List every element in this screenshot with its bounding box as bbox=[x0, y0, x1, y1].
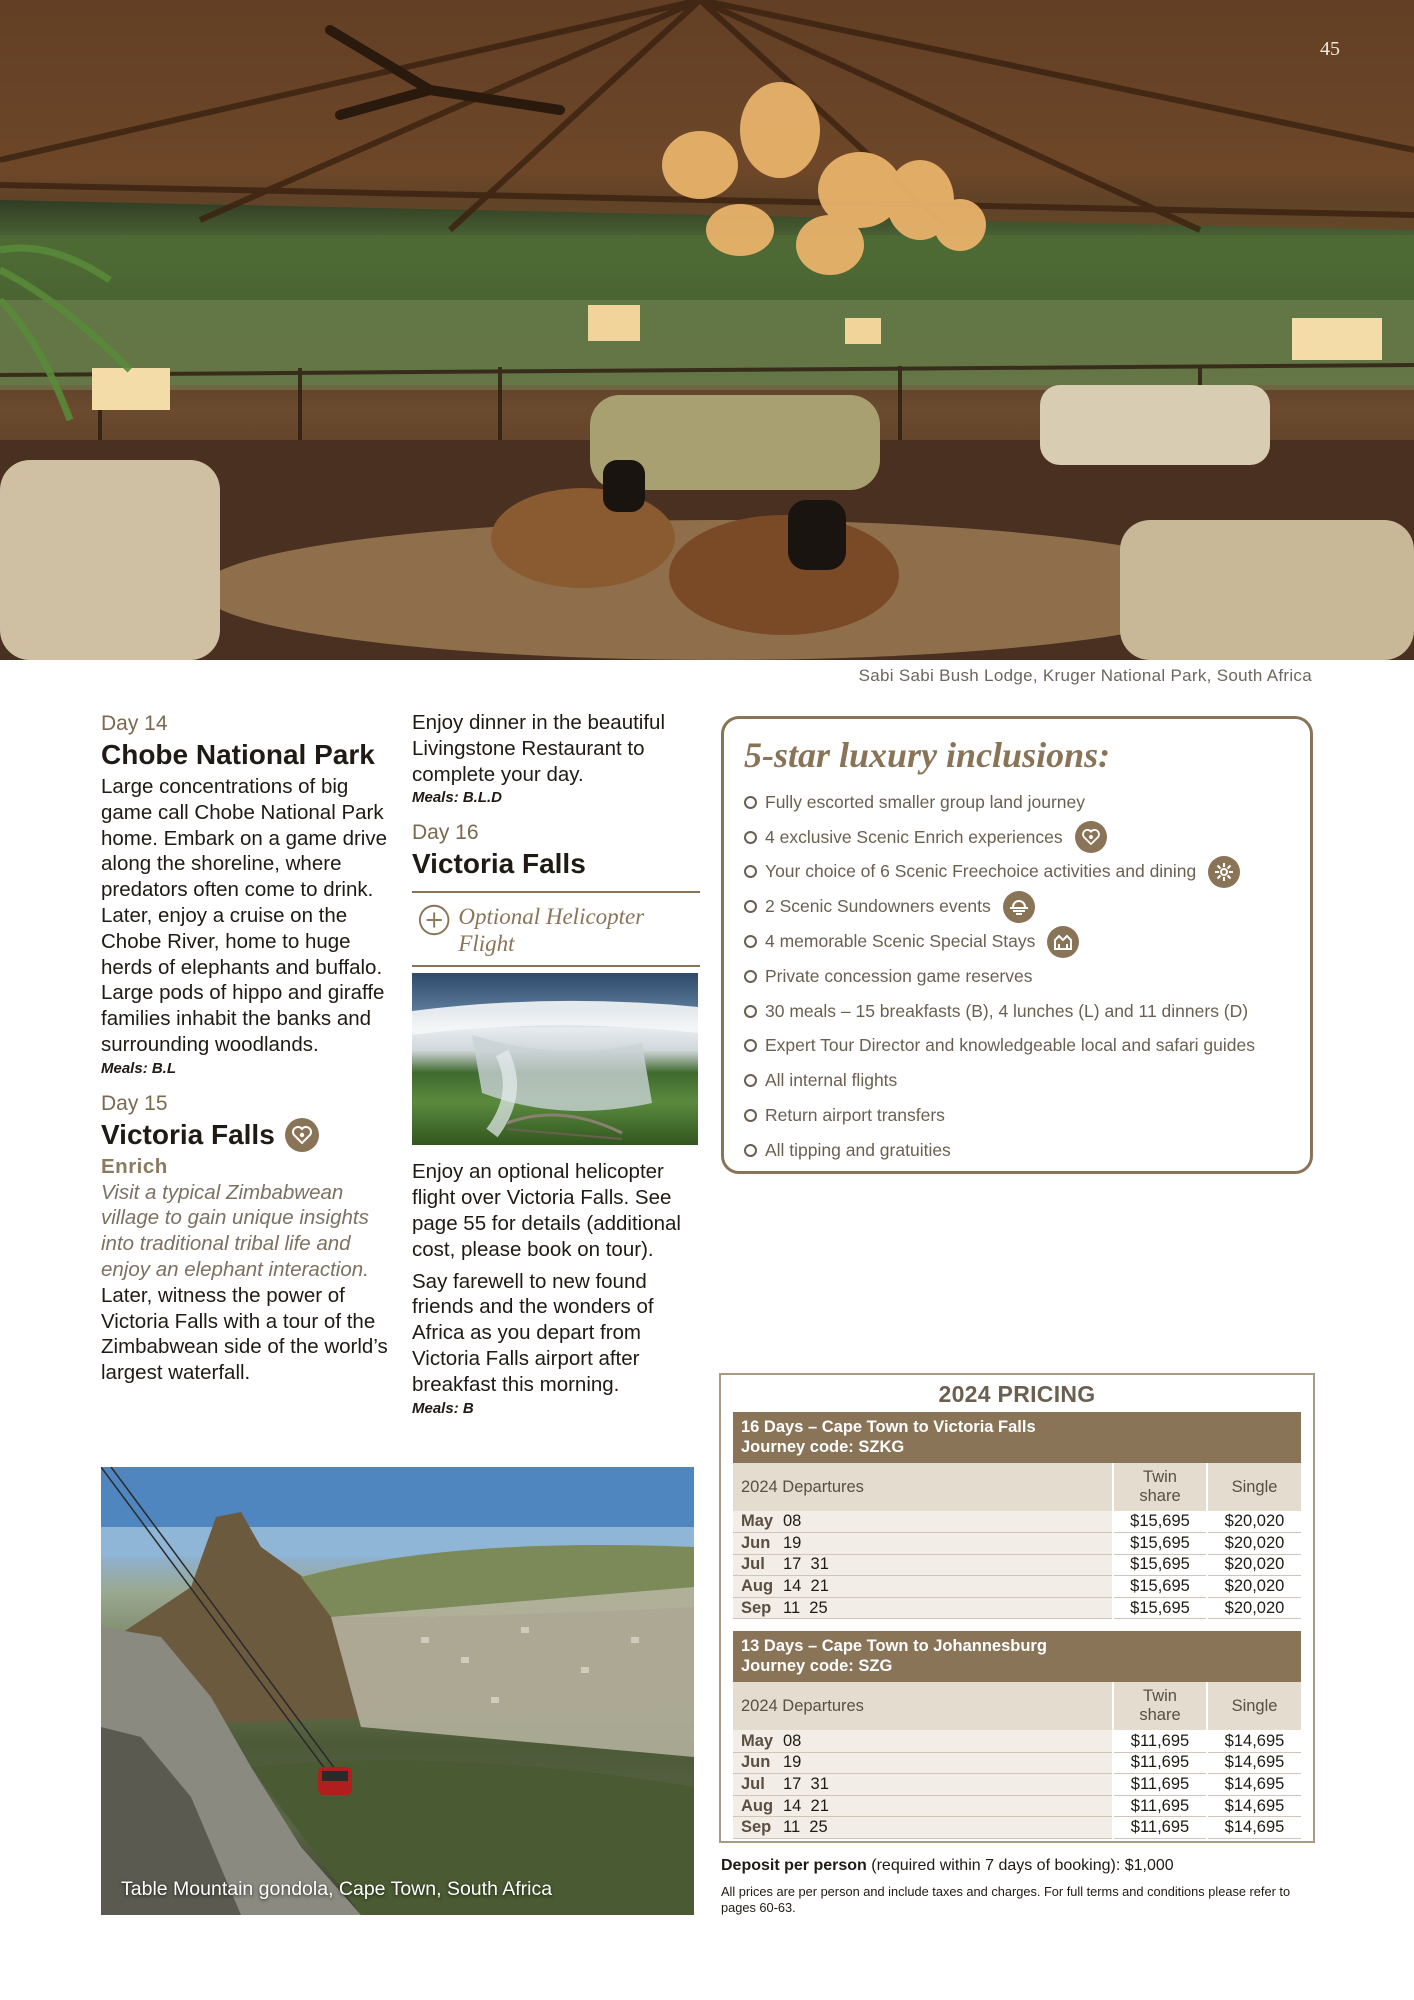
inclusions-list bbox=[744, 785, 1290, 1168]
inclusion-item: 4 memorable Scenic Special Stays bbox=[744, 924, 1290, 959]
col-header-twin: Twin share bbox=[1113, 1463, 1207, 1511]
optional-helicopter-title: Optional Helicopter Flight bbox=[458, 904, 645, 957]
day15-enrich-text: Visit a typical Zimbabwean village to gain unique insights into traditional tribal life and enjoy an elephant interaction. bbox=[101, 1180, 369, 1281]
inclusion-item: 2 Scenic Sundowners events bbox=[744, 889, 1290, 924]
inclusions-title: 5-star luxury inclusions: bbox=[744, 735, 1111, 775]
bullet-icon bbox=[744, 1074, 757, 1087]
inclusion-item: Expert Tour Director and knowledgeable local and safari guides bbox=[744, 1029, 1290, 1064]
table-row: Jun 19 $15,695 $20,020 bbox=[733, 1533, 1301, 1555]
day15-text: Later, witness the power of Victoria Falls with a tour of the Zimbabwean side of the world’s largest waterfall. bbox=[101, 1283, 388, 1385]
table-row: May 08 $11,695 $14,695 bbox=[733, 1730, 1301, 1752]
inclusion-item: Private concession game reserves bbox=[744, 959, 1290, 994]
table-row: May 08 $15,695 $20,020 bbox=[733, 1511, 1301, 1533]
day14-label: Day 14 bbox=[101, 712, 168, 735]
col-header-departures: 2024 Departures bbox=[733, 1682, 1113, 1730]
enrich-icon bbox=[285, 1118, 319, 1152]
lodge-illustration bbox=[0, 0, 1414, 660]
bullet-icon bbox=[744, 900, 757, 913]
bullet-icon bbox=[744, 1109, 757, 1122]
col-header-single: Single bbox=[1207, 1463, 1301, 1511]
table-row: Sep 11 25 $11,695 $14,695 bbox=[733, 1817, 1301, 1839]
bullet-icon bbox=[744, 865, 757, 878]
route-header-szg: 13 Days – Cape Town to Johannesburg Journey code: SZG bbox=[733, 1631, 1301, 1682]
optional-helicopter-heading bbox=[412, 891, 700, 967]
bullet-icon bbox=[744, 1144, 757, 1157]
plus-circle-icon bbox=[418, 903, 450, 937]
price-table-szkg bbox=[733, 1463, 1301, 1619]
table-mountain-caption: Table Mountain gondola, Cape Town, South Africa bbox=[121, 1878, 553, 1900]
day15-meals: Meals: B.L.D bbox=[412, 789, 503, 807]
luxury-inclusions-box bbox=[721, 716, 1313, 1174]
pricing-box bbox=[719, 1373, 1315, 1843]
bullet-icon bbox=[744, 796, 757, 809]
table-row: Jul 17 31 $15,695 $20,020 bbox=[733, 1554, 1301, 1576]
freechoice-icon bbox=[1208, 856, 1240, 888]
table-row: Aug 14 21 $11,695 $14,695 bbox=[733, 1795, 1301, 1817]
special-stay-icon bbox=[1047, 926, 1079, 958]
inclusion-item: 30 meals – 15 breakfasts (B), 4 lunches (L) and 11 dinners (D) bbox=[744, 994, 1290, 1029]
bullet-icon bbox=[744, 1039, 757, 1052]
day16-label: Day 16 bbox=[412, 821, 479, 845]
itinerary-column-middle bbox=[412, 710, 702, 1430]
day16-title: Victoria Falls bbox=[412, 848, 586, 880]
day16-text-helicopter: Enjoy an optional helicopter flight over Victoria Falls. See page 55 for details (additional cost, please book on tour). bbox=[412, 1160, 681, 1261]
day16-text-farewell: Say farewell to new found friends and the wonders of Africa as you depart from Victoria Falls airport after breakfast this morning. bbox=[412, 1269, 654, 1396]
hero-photo-lodge bbox=[0, 0, 1414, 660]
victoria-falls-photo bbox=[412, 973, 698, 1145]
itinerary-column-left bbox=[101, 710, 391, 1386]
bullet-icon bbox=[744, 970, 757, 983]
day15-enrich-label: Enrich bbox=[101, 1154, 168, 1178]
table-row: Aug 14 21 $15,695 $20,020 bbox=[733, 1576, 1301, 1598]
bullet-icon bbox=[744, 1005, 757, 1018]
inclusion-item: 4 exclusive Scenic Enrich experiences bbox=[744, 820, 1290, 855]
hero-caption: Sabi Sabi Bush Lodge, Kruger National Park, South Africa bbox=[858, 666, 1312, 685]
table-row: Jun 19 $11,695 $14,695 bbox=[733, 1752, 1301, 1774]
table-mountain-illustration bbox=[101, 1467, 694, 1915]
route-header-szkg: 16 Days – Cape Town to Victoria Falls Journey code: SZKG bbox=[733, 1412, 1301, 1463]
pricing-fineprint: All prices are per person and include taxes and charges. For full terms and conditions please refer to pages 60-63. bbox=[721, 1884, 1291, 1915]
inclusion-item: Return airport transfers bbox=[744, 1098, 1290, 1133]
day15-label: Day 15 bbox=[101, 1091, 168, 1115]
day14-title: Chobe National Park bbox=[101, 739, 375, 770]
day14-text: Large concentrations of big game call Chobe National Park home. Embark on a game drive along the shoreline, where predators often come to drink. Later, enjoy a cruise on the Chobe River, home to huge herds of elephants and buffalo. Large pods of hippo and giraffe families inhabit the banks and surrounding woodlands. bbox=[101, 775, 387, 1056]
sundowner-icon bbox=[1003, 891, 1035, 923]
inclusion-item: All internal flights bbox=[744, 1063, 1290, 1098]
pricing-title: 2024 PRICING bbox=[938, 1381, 1096, 1407]
table-mountain-photo bbox=[101, 1467, 694, 1915]
col-header-single: Single bbox=[1207, 1682, 1301, 1730]
day16-meals: Meals: B bbox=[412, 1399, 474, 1417]
falls-illustration bbox=[412, 973, 698, 1145]
bullet-icon bbox=[744, 831, 757, 844]
enrich-icon bbox=[1075, 821, 1107, 853]
day14-meals: Meals: B.L bbox=[101, 1059, 177, 1077]
col-header-twin: Twin share bbox=[1113, 1682, 1207, 1730]
col-header-departures: 2024 Departures bbox=[733, 1463, 1113, 1511]
day15-continued-text: Enjoy dinner in the beautiful Livingstone Restaurant to complete your day. bbox=[412, 711, 666, 786]
table-row: Jul 17 31 $11,695 $14,695 bbox=[733, 1774, 1301, 1796]
price-table-szg bbox=[733, 1682, 1301, 1838]
deposit-note: Deposit per person (required within 7 days of booking): $1,000 bbox=[721, 1857, 1174, 1874]
day15-title: Victoria Falls bbox=[101, 1118, 391, 1152]
page-number: 45 bbox=[1320, 38, 1340, 60]
table-row: Sep 11 25 $15,695 $20,020 bbox=[733, 1597, 1301, 1619]
inclusion-item: Fully escorted smaller group land journey bbox=[744, 785, 1290, 820]
inclusion-item: Your choice of 6 Scenic Freechoice activities and dining bbox=[744, 855, 1290, 890]
bullet-icon bbox=[744, 935, 757, 948]
inclusion-item: All tipping and gratuities bbox=[744, 1133, 1290, 1168]
